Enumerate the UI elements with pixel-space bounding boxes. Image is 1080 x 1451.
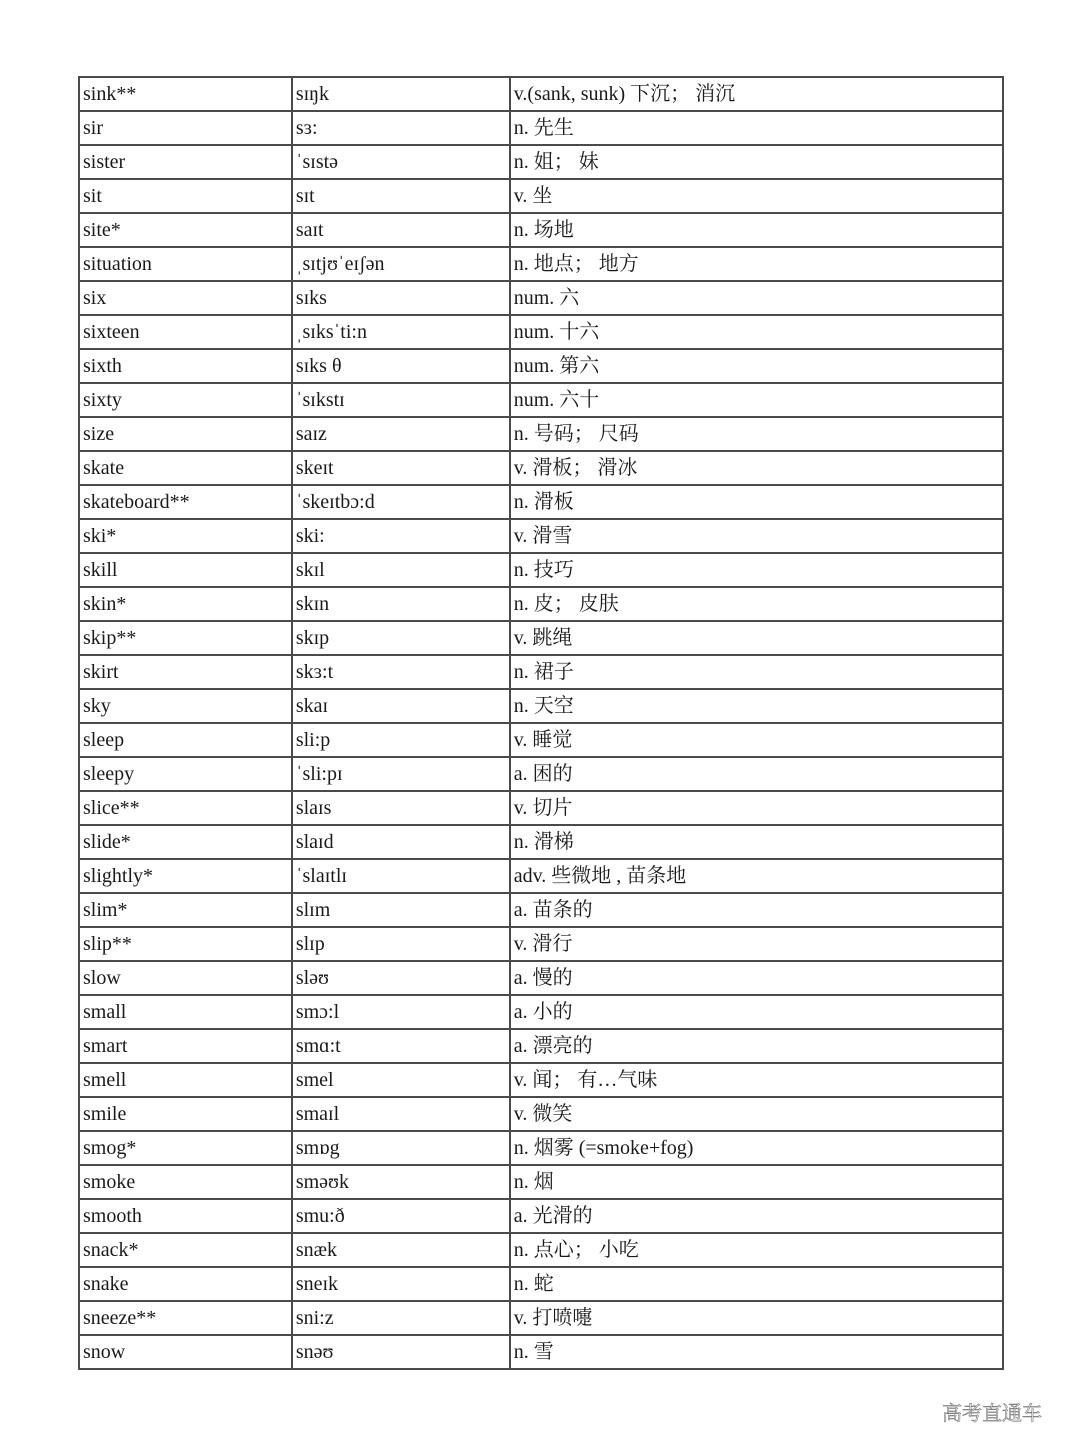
word-cell: snack* <box>79 1233 292 1267</box>
phonetic-cell: skɪn <box>292 587 510 621</box>
meaning-cell: v. 滑行 <box>510 927 1003 961</box>
meaning-cell: n. 地点； 地方 <box>510 247 1003 281</box>
table-row <box>79 281 1003 315</box>
phonetic-cell: sɪks θ <box>292 349 510 383</box>
word-cell: skirt <box>79 655 292 689</box>
table-row <box>79 621 1003 655</box>
table-row <box>79 1097 1003 1131</box>
phonetic-cell: saɪt <box>292 213 510 247</box>
phonetic-cell: sɪt <box>292 179 510 213</box>
table-row <box>79 485 1003 519</box>
meaning-cell: v. 切片 <box>510 791 1003 825</box>
phonetic-cell: smel <box>292 1063 510 1097</box>
meaning-cell: n. 蛇 <box>510 1267 1003 1301</box>
phonetic-cell: sli:p <box>292 723 510 757</box>
meaning-cell: a. 光滑的 <box>510 1199 1003 1233</box>
table-row <box>79 723 1003 757</box>
word-cell: situation <box>79 247 292 281</box>
table-row <box>79 383 1003 417</box>
meaning-cell: num. 十六 <box>510 315 1003 349</box>
word-cell: snake <box>79 1267 292 1301</box>
table-row <box>79 1233 1003 1267</box>
phonetic-cell: ˌsɪksˈti:n <box>292 315 510 349</box>
word-cell: six <box>79 281 292 315</box>
word-cell: skate <box>79 451 292 485</box>
phonetic-cell: skaɪ <box>292 689 510 723</box>
table-row <box>79 1335 1003 1369</box>
meaning-cell: a. 苗条的 <box>510 893 1003 927</box>
word-cell: smart <box>79 1029 292 1063</box>
meaning-cell: n. 姐； 妹 <box>510 145 1003 179</box>
meaning-cell: v. 打喷嚏 <box>510 1301 1003 1335</box>
phonetic-cell: skɪp <box>292 621 510 655</box>
phonetic-cell: smu:ð <box>292 1199 510 1233</box>
word-cell: slice** <box>79 791 292 825</box>
meaning-cell: v. 坐 <box>510 179 1003 213</box>
table-row <box>79 553 1003 587</box>
phonetic-cell: sləʊ <box>292 961 510 995</box>
meaning-cell: v. 滑雪 <box>510 519 1003 553</box>
word-cell: sink** <box>79 77 292 111</box>
meaning-cell: n. 先生 <box>510 111 1003 145</box>
table-row <box>79 757 1003 791</box>
phonetic-cell: skeɪt <box>292 451 510 485</box>
word-cell: size <box>79 417 292 451</box>
vocabulary-table <box>78 76 1004 1370</box>
meaning-cell: num. 六十 <box>510 383 1003 417</box>
word-cell: smog* <box>79 1131 292 1165</box>
meaning-cell: a. 困的 <box>510 757 1003 791</box>
word-cell: sky <box>79 689 292 723</box>
phonetic-cell: smɑ:t <box>292 1029 510 1063</box>
word-cell: small <box>79 995 292 1029</box>
meaning-cell: n. 场地 <box>510 213 1003 247</box>
word-cell: ski* <box>79 519 292 553</box>
meaning-cell: v. 滑板； 滑冰 <box>510 451 1003 485</box>
phonetic-cell: ˈskeɪtbɔ:d <box>292 485 510 519</box>
phonetic-cell: slaɪs <box>292 791 510 825</box>
word-cell: sister <box>79 145 292 179</box>
meaning-cell: num. 第六 <box>510 349 1003 383</box>
meaning-cell: n. 号码； 尺码 <box>510 417 1003 451</box>
meaning-cell: v. 微笑 <box>510 1097 1003 1131</box>
word-cell: sleepy <box>79 757 292 791</box>
word-cell: sleep <box>79 723 292 757</box>
meaning-cell: v. 闻； 有…气味 <box>510 1063 1003 1097</box>
word-cell: site* <box>79 213 292 247</box>
watermark: 高考直通车 <box>942 1401 1042 1425</box>
phonetic-cell: saɪz <box>292 417 510 451</box>
table-row <box>79 349 1003 383</box>
phonetic-cell: snæk <box>292 1233 510 1267</box>
phonetic-cell: skɜ:t <box>292 655 510 689</box>
meaning-cell: v. 睡觉 <box>510 723 1003 757</box>
word-cell: slip** <box>79 927 292 961</box>
phonetic-cell: ˈsɪstə <box>292 145 510 179</box>
table-row <box>79 213 1003 247</box>
table-row <box>79 179 1003 213</box>
word-cell: slightly* <box>79 859 292 893</box>
word-cell: sixth <box>79 349 292 383</box>
table-row <box>79 1165 1003 1199</box>
table-row <box>79 893 1003 927</box>
table-row <box>79 791 1003 825</box>
word-cell: sixteen <box>79 315 292 349</box>
meaning-cell: a. 小的 <box>510 995 1003 1029</box>
table-row <box>79 689 1003 723</box>
table-row <box>79 145 1003 179</box>
table-row <box>79 587 1003 621</box>
table-row <box>79 1063 1003 1097</box>
table-row <box>79 1131 1003 1165</box>
table-row <box>79 1267 1003 1301</box>
table-row <box>79 859 1003 893</box>
meaning-cell: n. 滑梯 <box>510 825 1003 859</box>
table-row <box>79 247 1003 281</box>
phonetic-cell: slaɪd <box>292 825 510 859</box>
meaning-cell: adv. 些微地 , 苗条地 <box>510 859 1003 893</box>
word-cell: sir <box>79 111 292 145</box>
meaning-cell: a. 慢的 <box>510 961 1003 995</box>
meaning-cell: n. 滑板 <box>510 485 1003 519</box>
word-cell: smoke <box>79 1165 292 1199</box>
phonetic-cell: ˈslaɪtlɪ <box>292 859 510 893</box>
table-row <box>79 77 1003 111</box>
word-cell: smile <box>79 1097 292 1131</box>
phonetic-cell: smɒg <box>292 1131 510 1165</box>
word-cell: slow <box>79 961 292 995</box>
phonetic-cell: ˈsli:pɪ <box>292 757 510 791</box>
phonetic-cell: sɪŋk <box>292 77 510 111</box>
meaning-cell: a. 漂亮的 <box>510 1029 1003 1063</box>
meaning-cell: v.(sank, sunk) 下沉； 消沉 <box>510 77 1003 111</box>
meaning-cell: v. 跳绳 <box>510 621 1003 655</box>
phonetic-cell: skɪl <box>292 553 510 587</box>
word-cell: smooth <box>79 1199 292 1233</box>
phonetic-cell: sməʊk <box>292 1165 510 1199</box>
meaning-cell: n. 点心； 小吃 <box>510 1233 1003 1267</box>
meaning-cell: n. 裙子 <box>510 655 1003 689</box>
word-cell: skill <box>79 553 292 587</box>
meaning-cell: n. 天空 <box>510 689 1003 723</box>
phonetic-cell: smaɪl <box>292 1097 510 1131</box>
meaning-cell: num. 六 <box>510 281 1003 315</box>
word-cell: sixty <box>79 383 292 417</box>
phonetic-cell: slɪp <box>292 927 510 961</box>
table-row <box>79 995 1003 1029</box>
table-row <box>79 655 1003 689</box>
word-cell: skip** <box>79 621 292 655</box>
table-row <box>79 417 1003 451</box>
table-row <box>79 1029 1003 1063</box>
meaning-cell: n. 技巧 <box>510 553 1003 587</box>
phonetic-cell: sɜ: <box>292 111 510 145</box>
table-row <box>79 825 1003 859</box>
table-row <box>79 927 1003 961</box>
phonetic-cell: sneɪk <box>292 1267 510 1301</box>
phonetic-cell: smɔ:l <box>292 995 510 1029</box>
word-cell: slim* <box>79 893 292 927</box>
phonetic-cell: ski: <box>292 519 510 553</box>
word-cell: skateboard** <box>79 485 292 519</box>
vocabulary-table-body <box>79 77 1003 1369</box>
table-row <box>79 451 1003 485</box>
word-cell: slide* <box>79 825 292 859</box>
word-cell: sneeze** <box>79 1301 292 1335</box>
meaning-cell: n. 烟雾 (=smoke+fog) <box>510 1131 1003 1165</box>
phonetic-cell: slɪm <box>292 893 510 927</box>
table-row <box>79 1199 1003 1233</box>
phonetic-cell: snəʊ <box>292 1335 510 1369</box>
word-cell: snow <box>79 1335 292 1369</box>
phonetic-cell: sni:z <box>292 1301 510 1335</box>
table-row <box>79 1301 1003 1335</box>
table-row <box>79 111 1003 145</box>
table-row <box>79 961 1003 995</box>
table-row <box>79 315 1003 349</box>
word-cell: smell <box>79 1063 292 1097</box>
phonetic-cell: ˈsɪkstɪ <box>292 383 510 417</box>
meaning-cell: n. 雪 <box>510 1335 1003 1369</box>
word-cell: sit <box>79 179 292 213</box>
meaning-cell: n. 皮； 皮肤 <box>510 587 1003 621</box>
meaning-cell: n. 烟 <box>510 1165 1003 1199</box>
phonetic-cell: ˌsɪtjʊˈeɪʃən <box>292 247 510 281</box>
word-cell: skin* <box>79 587 292 621</box>
table-row <box>79 519 1003 553</box>
phonetic-cell: sɪks <box>292 281 510 315</box>
